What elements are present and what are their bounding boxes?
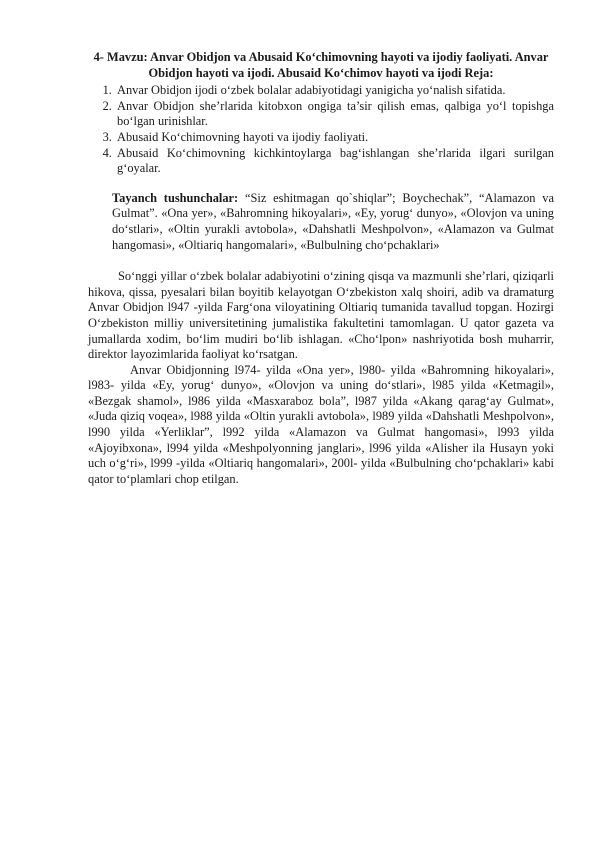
document-page — [88, 50, 554, 487]
plan-item: 2. Anvar Obidjon she’rlarida kitobxon ongiga ta’sir qilish emas, qalbiga yo‘l topishga bo‘lgan urinishlar. — [115, 99, 554, 130]
key-concepts-label: Tayanch tushunchalar: — [112, 190, 239, 205]
document-title: 4- Mavzu: Anvar Obidjon va Abusaid Ko‘chimovning hayoti va ijodiy faoliyati. Anvar Obidjon hayoti va ijodi. Abusaid Ko‘chimov hayoti va ijodi Reja: — [93, 50, 549, 80]
plan-item: 3. Abusaid Ko‘chimovning hayoti va ijodiy faoliyati. — [115, 130, 554, 146]
key-concepts-text: “Siz eshitmagan qo`shiqlar”; Boychechak”, “Alamazon va Gulmat”. «Ona yer», «Bahromning hikoyalari», «Ey, yorug‘ dunyo», «Olovjon va uning do‘stlari», «Oltin yurakli avtobola», «Dahshatli Meshpolvon», «Alamazon va Gulmat hangomasi», «Oltiariq hangomalari», «Bulbulning cho‘pchaklari» — [112, 190, 554, 252]
plan-item: 1. Anvar Obidjon ijodi o‘zbek bolalar adabiyotidagi yanigicha yo‘nalish sifatida. — [115, 83, 554, 99]
key-concepts — [112, 191, 554, 253]
plan-item: 4. Abusaid Ko‘chimovning kichkintoylarga bag‘ishlangan she’rlarida ilgari surilgan g‘oyalar. — [115, 146, 554, 177]
plan-list — [88, 83, 554, 177]
body-paragraph: So‘nggi yillar o‘zbek bolalar adabiyotini o‘zining qisqa va mazmunli she’rlari, qiziqarli hikova, qissa, pyesalari bilan boyitib kelayotgan O‘zbekiston xalq shoiri, adib va dramaturg Anvar Obidjon l947 -yilda Farg‘ona viloyatining Oltiariq tumanida tavallud topgan. Hozirgi O‘zbekiston milliy universitetining jumalistika fakultetini tamomlagan. U qator gazeta va jumallarda xodim, bo‘lim mudiri bo‘lib ishlagan. «Cho‘lpon» nashriyotida bosh muharrir, direktor layozimlarida faoliyat ko‘rsatgan. — [88, 269, 554, 362]
body-paragraph: Anvar Obidjonning l974- yilda «Ona yer», l980- yilda «Bahromning hikoyalari», l983- yilda «Ey, yorug‘ dunyo», «Olovjon va uning do‘stlari», l985 yilda «Ketmagil», «Bezgak shamol», l986 yilda «Masxaraboz bola”, l987 yilda «Akang qarag‘ay Gulmat», «Juda qiziq voqea», l988 yilda «Oltin yurakli avtobola», l989 yilda «Dahshatli Meshpolvon», l990 yilda «Yerliklar”, l992 yilda «Alamazon va Gulmat hangomasi», l993 yilda «Ajoyibxona», l994 yilda «Meshpolyonning janglari», l996 yilda «Alisher ila Husayn yoki uch o‘g‘ri», l999 -yilda «Oltiariq hangomalari», 200l- yilda «Bulbulning cho‘pchaklari» kabi qator to‘plamlari chop etilgan. — [88, 362, 554, 486]
